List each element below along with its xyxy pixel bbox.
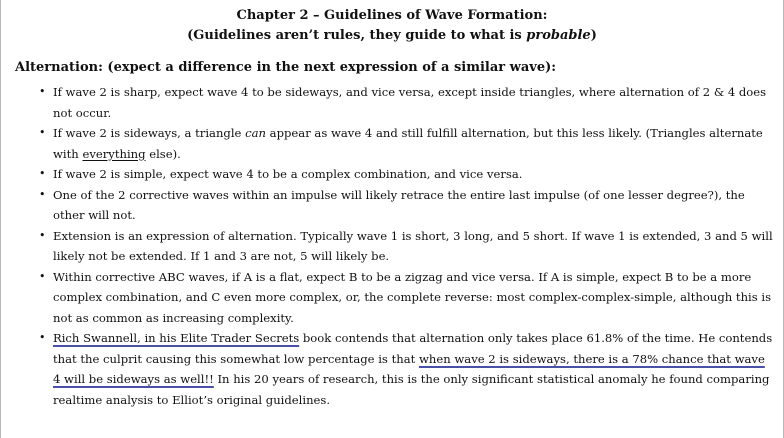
list-item-text: If wave 2 is sideways, a triangle bbox=[53, 126, 246, 140]
bullet-icon: • bbox=[39, 269, 46, 283]
list-item-text: appear as wave 4 and still fulfill alternation, but this less likely. (Triangles alternate with bbox=[53, 126, 763, 161]
list-item bbox=[39, 82, 773, 123]
bullet-icon: • bbox=[39, 187, 46, 201]
list-item bbox=[39, 267, 773, 329]
list-item-text: In his 20 years of research, this is the only significant statistical anomaly he found comparing realtime analysis to Elliot’s original guidelines. bbox=[53, 372, 770, 407]
list-item bbox=[39, 164, 773, 185]
chapter-title bbox=[0, 6, 784, 46]
chapter-subtitle-post: ) bbox=[590, 28, 597, 43]
bullet-icon: • bbox=[39, 167, 46, 180]
bullet-icon: • bbox=[39, 331, 46, 344]
section-heading: Alternation: (expect a difference in the next expression of a similar wave): bbox=[15, 60, 557, 75]
list-item bbox=[39, 328, 773, 410]
list-item-emphasis: can bbox=[245, 126, 266, 140]
guideline-list bbox=[0, 82, 773, 410]
highlighted-source-underline: Rich Swannell, in his Elite Trader Secrets bbox=[53, 331, 300, 345]
chapter-subtitle-emphasis: probable bbox=[526, 28, 591, 43]
list-item bbox=[39, 226, 773, 267]
list-item-text: book contends that alternation only takes place 61.8% of the time. He contends that the culprit causing this somewhat low percentage is that bbox=[53, 331, 773, 366]
list-item-text: else). bbox=[145, 146, 181, 161]
document-page bbox=[0, 6, 784, 410]
list-item-text: One of the 2 corrective waves within an impulse will likely retrace the entire last impulse (of one lesser degree?), the other will not. bbox=[53, 187, 745, 222]
bullet-icon: • bbox=[39, 126, 46, 139]
chapter-subtitle-pre: (Guidelines aren’t rules, they guide to what is bbox=[187, 28, 527, 43]
underlined-word: everything bbox=[82, 146, 146, 161]
bullet-icon: • bbox=[39, 228, 46, 242]
list-item-text: If wave 2 is sharp, expect wave 4 to be sideways, and vice versa, except inside triangles, where alternation of 2 & 4 does not occur. bbox=[53, 85, 767, 120]
list-item-text: Extension is an expression of alternation. Typically wave 1 is short, 3 long, and 5 short. If wave 1 is extended, 3 and 5 will likely not be extended. If 1 and 3 are not, 5 will likely be. bbox=[53, 228, 773, 263]
list-item-text: Within corrective ABC waves, if A is a flat, expect B to be a zigzag and vice versa. If A is simple, expect B to be a more complex combination, and C even more complex, or, the complete reverse: most complex-complex-simple, although this is not as common as increasing complexity. bbox=[53, 269, 772, 325]
highlighted-statistic-underline: when wave 2 is sideways, there is a 78% chance that wave 4 will be sideways as well!! bbox=[53, 351, 765, 386]
chapter-title-line1: Chapter 2 – Guidelines of Wave Formation: bbox=[236, 8, 548, 23]
list-item bbox=[39, 185, 773, 226]
list-item bbox=[39, 123, 773, 164]
list-item-text: If wave 2 is simple, expect wave 4 to be a complex combination, and vice versa. bbox=[53, 167, 523, 181]
bullet-icon: • bbox=[39, 85, 46, 98]
